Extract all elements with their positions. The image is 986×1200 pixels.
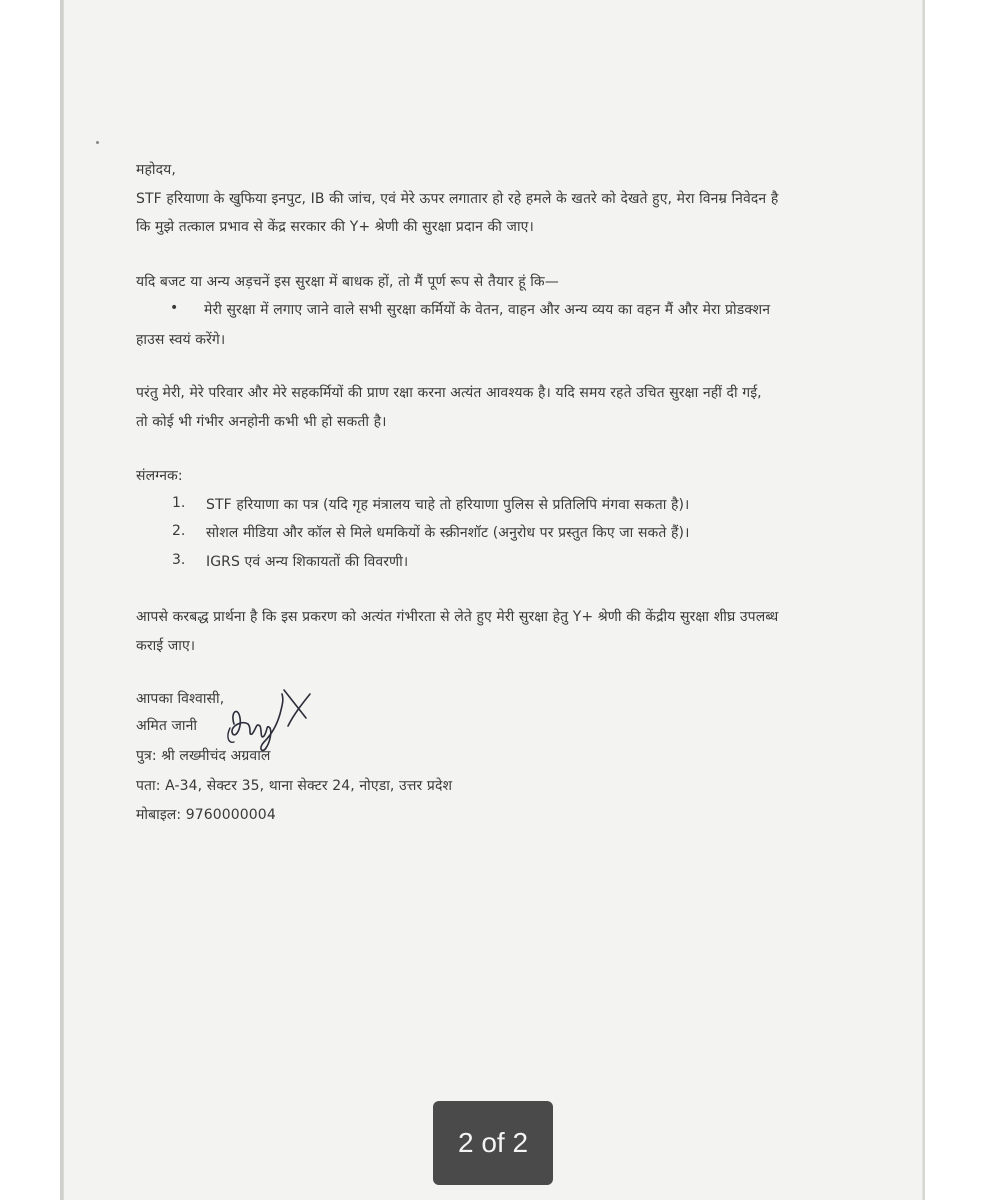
attachment-item: STF हरियाणा का पत्र (यदि गृह मंत्रालय चाहे तो हरियाणा पुलिस से प्रतिलिपि मंगवा सकता है)। <box>206 497 690 513</box>
sender-mobile: मोबाइल: 9760000004 <box>136 807 276 823</box>
paragraph-4-line-2: कराई जाए। <box>136 638 196 654</box>
document-page <box>62 0 924 1200</box>
page-indicator: 2 of 2 <box>433 1101 553 1185</box>
sender-name: अमित जानी <box>136 718 198 734</box>
bullet-line-1: मेरी सुरक्षा में लगाए जाने वाले सभी सुरक्षा कर्मियों के वेतन, वाहन और अन्य व्यय का वहन मैं और मेरा प्रोडक्शन <box>204 302 771 318</box>
closing: आपका विश्वासी, <box>136 691 225 707</box>
paragraph-4-line-1: आपसे करबद्ध प्रार्थना है कि इस प्रकरण को अत्यंत गंभीरता से लेते हुए मेरी सुरक्षा हेतु Y+ श्रेणी की केंद्रीय सुरक्षा शीघ्र उपलब्ध <box>136 609 779 625</box>
sender-address: पता: A-34, सेक्टर 35, थाना सेक्टर 24, नोएडा, उत्तर प्रदेश <box>136 778 453 794</box>
attachment-number: 3. <box>172 552 186 568</box>
bullet-marker: • <box>170 300 179 316</box>
page-right-edge <box>923 0 925 1200</box>
paragraph-3-line-2: तो कोई भी गंभीर अनहोनी कभी भी हो सकती है। <box>136 414 387 430</box>
attachment-item: सोशल मीडिया और कॉल से मिले धमकियों के स्क्रीनशॉट (अनुरोध पर प्रस्तुत किए जा सकते हैं)। <box>206 525 690 541</box>
paragraph-2-intro: यदि बजट या अन्य अड़चनें इस सुरक्षा में बाधक हों, तो मैं पूर्ण रूप से तैयार हूं कि— <box>136 274 559 290</box>
sender-father: पुत्र: श्री लख्मीचंद अग्रवाल <box>136 748 271 764</box>
attachment-number: 1. <box>172 495 186 511</box>
scan-speck <box>96 141 99 144</box>
attachment-number: 2. <box>172 523 186 539</box>
paragraph-1-line-2: कि मुझे तत्काल प्रभाव से केंद्र सरकार की Y+ श्रेणी की सुरक्षा प्रदान की जाए। <box>136 219 534 235</box>
bullet-line-2: हाउस स्वयं करेंगे। <box>136 332 226 348</box>
page-left-edge <box>60 0 63 1200</box>
attachment-item: IGRS एवं अन्य शिकायतों की विवरणी। <box>206 554 409 570</box>
salutation: महोदय, <box>136 162 176 178</box>
paragraph-3-line-1: परंतु मेरी, मेरे परिवार और मेरे सहकर्मियों की प्राण रक्षा करना अत्यंत आवश्यक है। यदि समय रहते उचित सुरक्षा नहीं दी गई, <box>136 385 762 401</box>
attachments-label: संलग्नक: <box>136 468 183 484</box>
paragraph-1-line-1: STF हरियाणा के खुफिया इनपुट, IB की जांच, एवं मेरे ऊपर लगातार हो रहे हमले के खतरे को देखते हुए, मेरा विनम्र निवेदन है <box>136 191 779 207</box>
handwritten-signature <box>222 684 322 756</box>
